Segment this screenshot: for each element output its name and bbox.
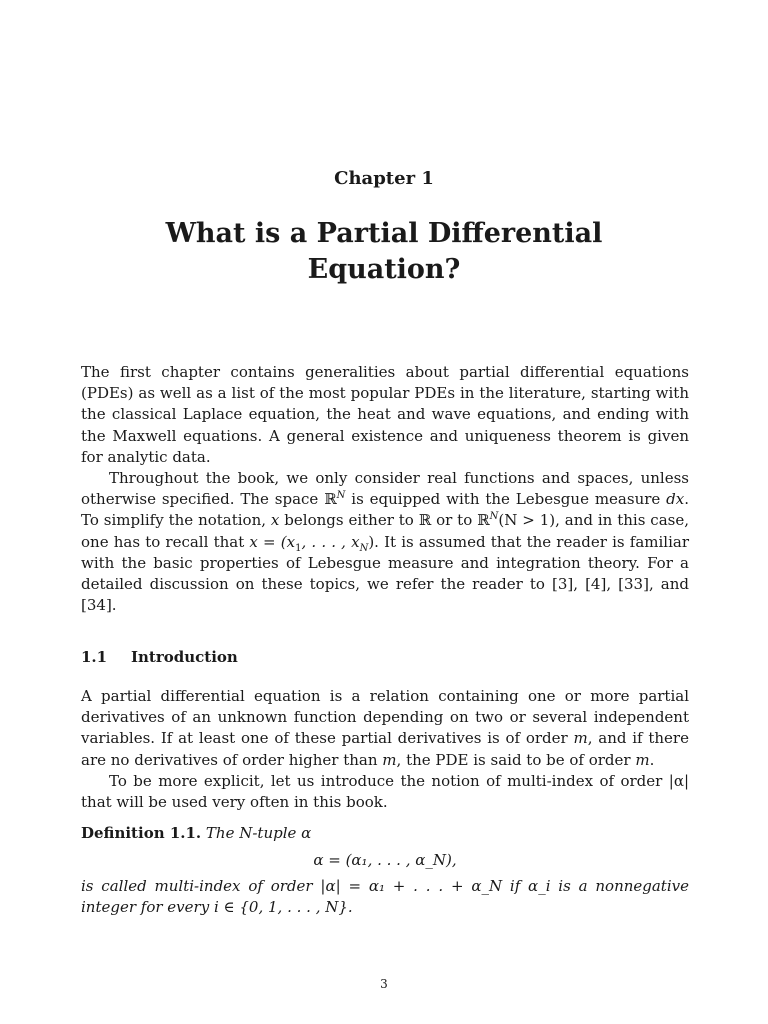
intro-p2-math: x = (x	[249, 532, 296, 551]
section-paragraph-1	[81, 686, 689, 771]
section-p1-text: .	[649, 750, 655, 769]
section-p1-text: , and if there are no derivatives of order higher than	[81, 729, 689, 769]
intro-p2-text: ). It is assumed that the reader is familiar with the basic properties of Lebesgue measure and integration theory. For a detailed discussion on these topics, we refer the reader to [3], [4], [33], and [34].	[81, 532, 689, 615]
chapter-title-line1: What is a Partial Differential	[165, 218, 603, 249]
intro-p2-text: . To simplify the notation,	[81, 490, 689, 530]
intro-p2-text: (N > 1), and in this case, one has to recall that	[81, 511, 689, 551]
section-heading	[81, 648, 238, 666]
section-p1-text: , the PDE is said to be of order	[396, 750, 636, 769]
intro-p2-text: belongs either to ℝ or to ℝ	[279, 511, 490, 530]
section-body	[81, 686, 689, 918]
definition-text: is called multi-index of order |α| = α₁ + . . . + α_N if α_i is a nonnegative integer for every i ∈ {0, 1, . . . , N}.	[81, 876, 689, 916]
definition-header	[81, 823, 689, 844]
chapter-title-line2: Equation?	[307, 254, 461, 285]
intro-p2-sup: N	[489, 511, 499, 523]
intro-p2-math: dx	[666, 490, 685, 509]
intro-p2-text: is equipped with the Lebesgue measure	[345, 490, 667, 509]
intro-p2-math: , . . . , x	[301, 532, 360, 551]
chapter-title	[0, 216, 768, 288]
definition-label: Definition 1.1.	[81, 824, 202, 843]
intro-p2-reals: ℝ	[324, 490, 337, 509]
definition-equation: α = (α₁, . . . , α_N),	[313, 851, 457, 870]
chapter-label: Chapter 1	[334, 168, 434, 189]
definition-block	[81, 823, 689, 918]
chapter-intro	[81, 362, 689, 616]
intro-p2-sub: N	[359, 542, 369, 554]
section-paragraph-2: To be more explicit, let us introduce the notion of multi-index of order |α| that will be used very often in this book.	[81, 771, 689, 812]
intro-p2-text: Throughout the book, we only consider real functions and spaces, unless otherwise specified. The space	[81, 469, 689, 509]
section-p1-math: m	[573, 729, 588, 748]
section-number: 1.1	[81, 648, 108, 666]
intro-paragraph-1: The first chapter contains generalities about partial differential equations (PDEs) as well as a list of the most popular PDEs in the literature, starting with the classical Laplace equation, the heat and wave equations, and ending with the Maxwell equations. A general existence and uniqueness theorem is given for analytic data.	[81, 363, 689, 466]
section-p1-text: A partial differential equation is a relation containing one or more partial derivatives of an unknown function depending on two or several independent variables. If at least one of these partial derivatives is of order	[81, 687, 689, 748]
section-title: Introduction	[131, 648, 238, 666]
definition-lead: The N-tuple α	[201, 824, 312, 843]
section-p1-math: m	[382, 750, 397, 769]
section-p1-math: m	[635, 750, 650, 769]
intro-p2-math: x	[270, 511, 280, 530]
intro-paragraph-2	[81, 468, 689, 616]
page-number: 3	[380, 977, 388, 991]
intro-p2-sub: 1	[295, 542, 302, 554]
intro-p2-sup: N	[336, 490, 346, 502]
